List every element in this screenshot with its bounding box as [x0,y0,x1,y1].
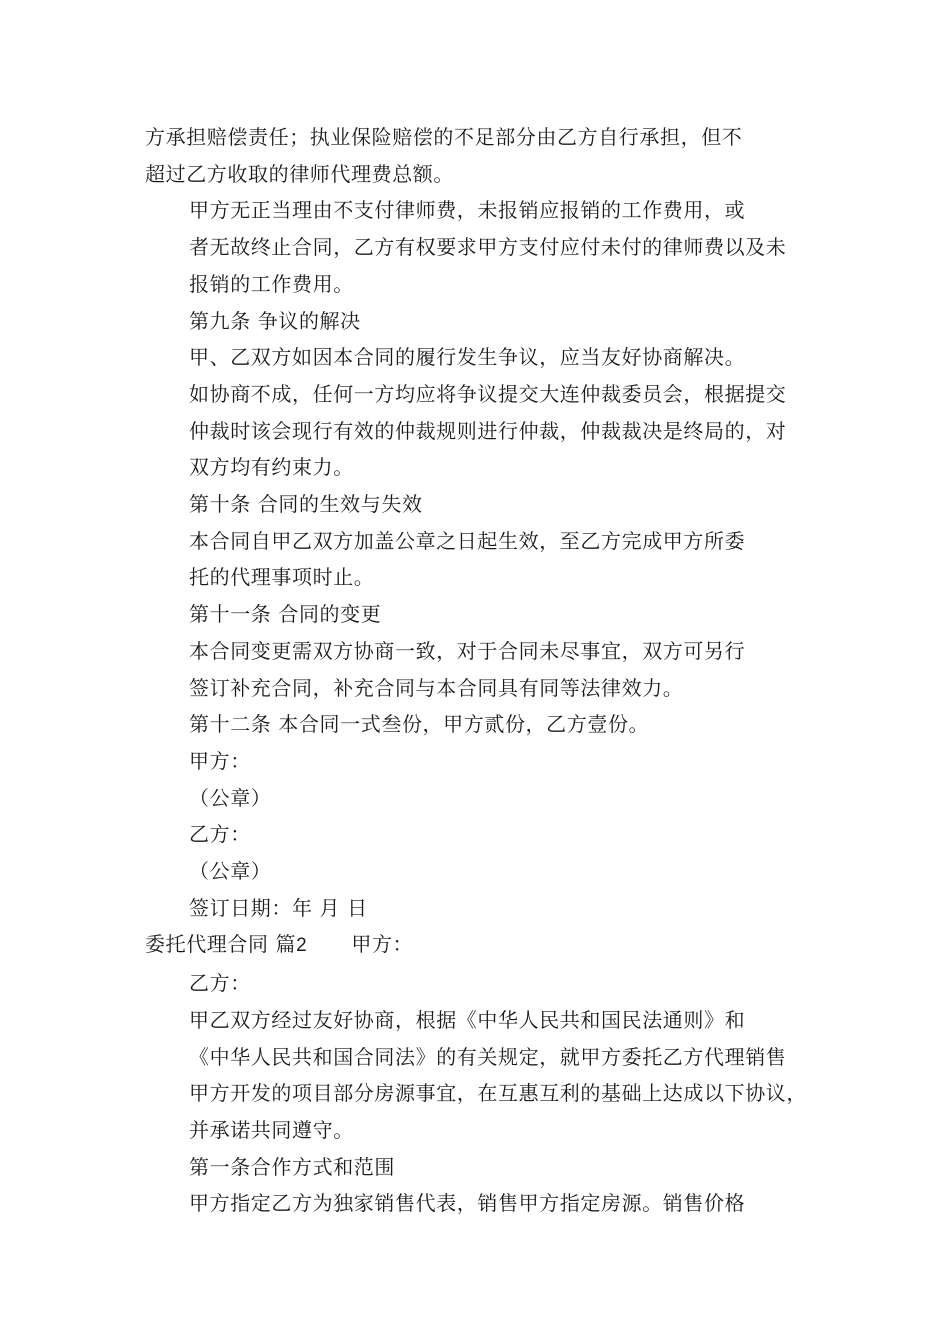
text-line: 第十一条 合同的变更 [189,602,382,627]
paragraph [145,965,815,1002]
document-page [145,119,815,1222]
paragraph [145,192,815,302]
paragraph [145,633,815,706]
text-line: 第十条 合同的生效与失效 [189,492,423,517]
text-line: 乙方： [189,971,251,996]
document-body-part-1 [145,119,815,926]
text-line: （公章） [189,785,272,810]
paragraph [145,596,815,633]
text-line: 甲方： [189,748,251,773]
document-body-part-2 [145,965,815,1222]
paragraph [145,486,815,523]
paragraph [145,743,815,780]
section-title: 委托代理合同 篇 [145,932,297,957]
text-line: 者无故终止合同，乙方有权要求甲方支付应付未付的律师费以及未 [189,235,787,260]
text-line: 双方均有约束力。 [189,455,354,480]
text-line: 第十二条 本合同一式叁份，甲方贰份，乙方壹份。 [189,712,650,737]
text-line: 签订日期：年 月 日 [189,895,368,920]
text-line: 如协商不成，任何一方均应将争议提交大连仲裁委员会，根据提交 [189,381,787,406]
paragraph [145,706,815,743]
text-line: 托的代理事项时止。 [189,565,375,590]
text-line: 甲乙双方经过友好协商，根据《中华人民共和国民法通则》和 [189,1007,746,1032]
section-party-a: 甲方： [351,932,414,957]
text-line: 超过乙方收取的律师代理费总额。 [145,161,454,186]
section-heading [145,926,815,965]
text-line: 方承担赔偿责任；执业保险赔偿的不足部分由乙方自行承担，但不 [145,125,743,149]
text-line: 甲方指定乙方为独家销售代表，销售甲方指定房源。销售价格 [189,1191,746,1216]
text-line: 本合同自甲乙双方加盖公章之日起生效，至乙方完成甲方所委 [189,528,746,553]
text-line: 第九条 争议的解决 [189,308,361,333]
paragraph [145,890,815,927]
paragraph [145,1185,815,1222]
paragraph [145,816,815,853]
paragraph [145,853,815,890]
text-line: 报销的工作费用。 [189,271,354,296]
text-line: （公章） [189,859,272,884]
paragraph [145,1149,815,1186]
text-line: 乙方： [189,822,251,847]
text-line: 签订补充合同，补充合同与本合同具有同等法律效力。 [189,675,684,700]
paragraph [145,780,815,817]
text-line: 《中华人民共和国合同法》的有关规定，就甲方委托乙方代理销售 [189,1044,787,1069]
text-line: 甲方无正当理由不支付律师费，未报销应报销的工作费用，或 [189,198,746,223]
paragraph [145,339,815,486]
text-line: 甲、乙双方如因本合同的履行发生争议，应当友好协商解决。 [189,345,746,370]
text-line: 仲裁时该会现行有效的仲裁规则进行仲裁，仲裁裁决是终局的，对 [189,418,787,443]
section-number: 2 [296,935,308,957]
paragraph [145,119,815,192]
text-line: 第一条合作方式和范围 [189,1154,395,1179]
text-line: 甲方开发的项目部分房源事宜，在互惠互利的基础上达成以下协议， [189,1081,807,1106]
text-line: 本合同变更需双方协商一致，对于合同未尽事宜，双方可另行 [189,638,746,663]
paragraph [145,303,815,340]
text-line: 并承诺共同遵守。 [189,1117,354,1142]
paragraph [145,1002,815,1149]
paragraph [145,523,815,596]
